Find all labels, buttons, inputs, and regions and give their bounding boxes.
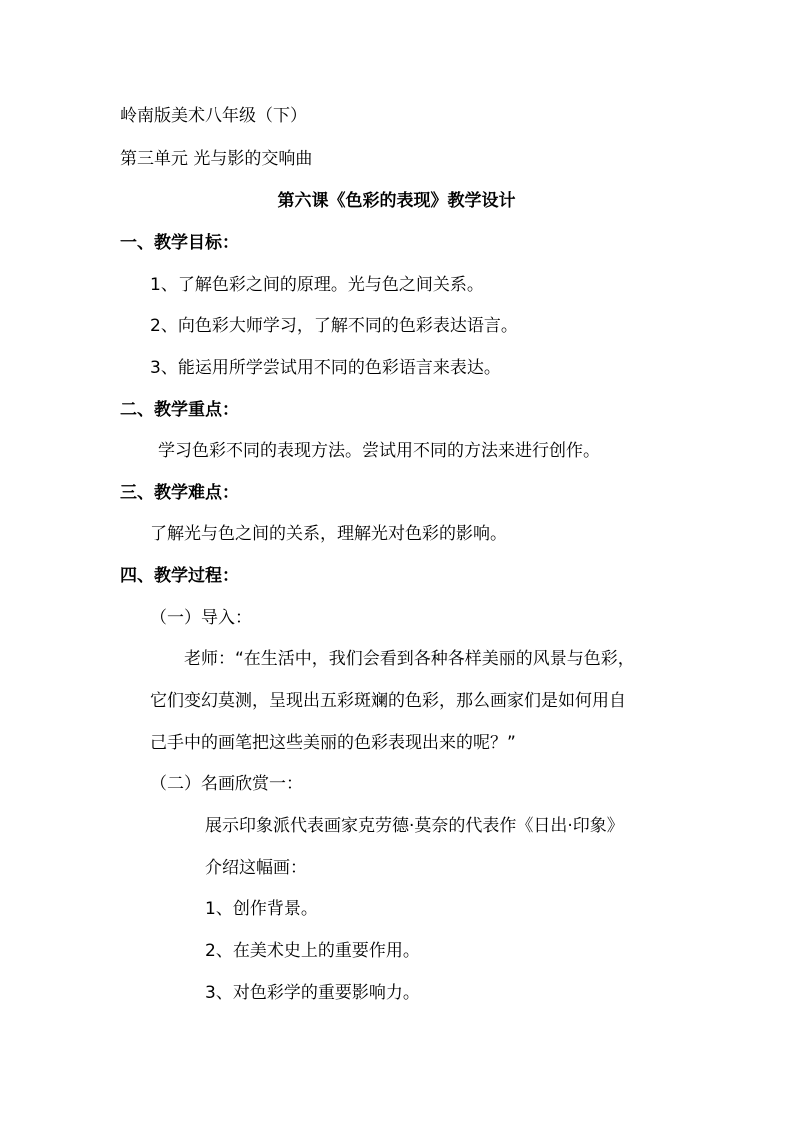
section-heading-key-points: 二、教学重点： bbox=[120, 400, 239, 420]
objective-item: 1、了解色彩之间的原理。光与色之间关系。 bbox=[150, 275, 484, 295]
appreciation-line: 介绍这幅画： bbox=[205, 858, 307, 878]
section-heading-process: 四、教学过程： bbox=[120, 566, 239, 586]
header-unit: 第三单元 光与影的交响曲 bbox=[120, 149, 313, 169]
key-points-text: 学习色彩不同的表现方法。尝试用不同的方法来进行创作。 bbox=[158, 441, 600, 461]
appreciation-item: 1、创作背景。 bbox=[205, 899, 318, 919]
header-textbook: 岭南版美术八年级（下） bbox=[120, 106, 307, 126]
section-heading-objectives: 一、教学目标： bbox=[120, 233, 239, 253]
document-title: 第六课《色彩的表现》教学设计 bbox=[277, 191, 516, 211]
process-part-title-intro: （一）导入： bbox=[150, 608, 252, 628]
objective-item: 3、能运用所学尝试用不同的色彩语言来表达。 bbox=[150, 358, 501, 378]
intro-paragraph-line: 老师：“在生活中，我们会看到各种各样美丽的风景与色彩， bbox=[184, 649, 635, 669]
appreciation-item: 2、在美术史上的重要作用。 bbox=[205, 941, 420, 961]
appreciation-item: 3、对色彩学的重要影响力。 bbox=[205, 983, 420, 1003]
process-part-title-appreciation: （二）名画欣赏一： bbox=[150, 774, 303, 794]
section-heading-difficulties: 三、教学难点： bbox=[120, 483, 239, 503]
objective-item: 2、向色彩大师学习，了解不同的色彩表达语言。 bbox=[150, 316, 518, 336]
appreciation-line: 展示印象派代表画家克劳德·莫奈的代表作《日出·印象》 bbox=[205, 816, 624, 836]
difficulties-text: 了解光与色之间的关系，理解光对色彩的影响。 bbox=[150, 524, 507, 544]
intro-paragraph-line: 己手中的画笔把这些美丽的色彩表现出来的呢？” bbox=[150, 733, 516, 753]
intro-paragraph-line: 它们变幻莫测，呈现出五彩斑斓的色彩，那么画家们是如何用自 bbox=[150, 691, 626, 711]
